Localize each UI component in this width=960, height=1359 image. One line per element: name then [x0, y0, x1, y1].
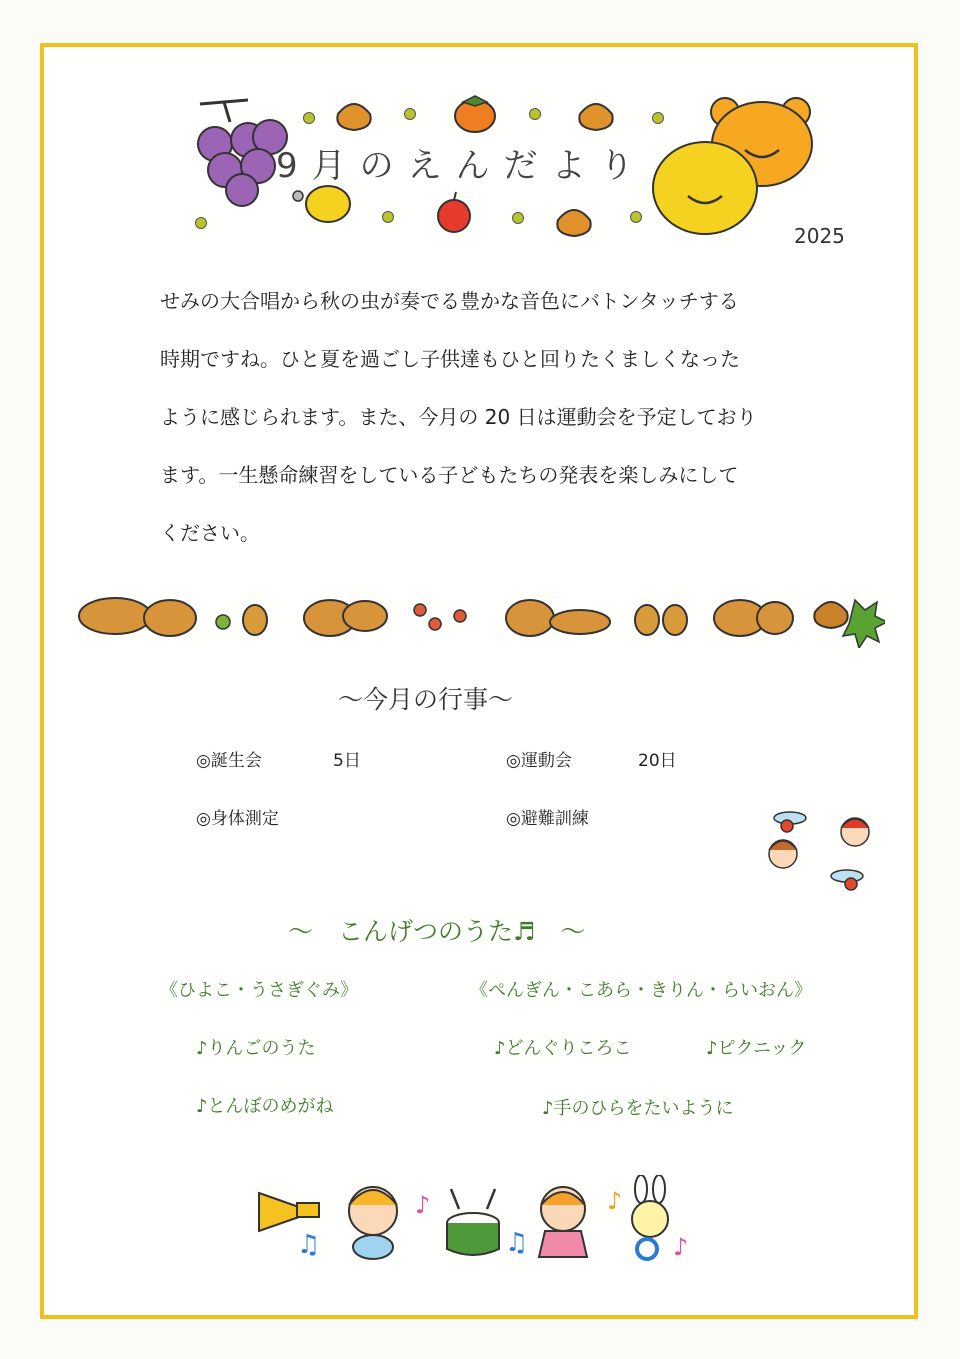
chestnut-icon	[814, 600, 885, 648]
acorn-icon	[216, 605, 267, 635]
event-date: 20日	[638, 751, 677, 771]
berries-icon	[414, 604, 466, 630]
event-label: ◎身体測定	[196, 809, 279, 829]
acorn-icon	[635, 605, 687, 635]
svg-text:♪: ♪	[415, 1191, 431, 1219]
squirrel-icon	[714, 600, 793, 636]
squirrel-icon	[506, 600, 610, 636]
dot-icon	[512, 212, 524, 224]
grapes-icon	[198, 100, 287, 206]
song-group-left: 《ひよこ・うさぎぐみ》	[160, 980, 358, 1001]
children-dragonfly-illustration	[755, 798, 895, 898]
svg-text:♫: ♫	[297, 1230, 321, 1260]
songs-title: ～ こんげつのうた♬ ～	[288, 917, 586, 946]
event-label: ◎誕生会	[196, 751, 262, 771]
song-item: ♪ピクニック	[706, 1038, 807, 1059]
intro-line: 時期ですね。ひと夏を過ごし子供達もひと回りたくましくなった	[160, 347, 740, 371]
dot-icon	[630, 211, 642, 223]
song-item: ♪どんぐりころこ	[494, 1038, 632, 1059]
persimmon-icon	[455, 96, 495, 132]
chick-icon	[293, 186, 350, 222]
apple-icon	[438, 192, 470, 232]
squirrel-divider	[75, 588, 885, 648]
intro-line: ください。	[160, 521, 260, 545]
dot-icon	[652, 112, 664, 124]
trumpet-icon	[259, 1193, 319, 1231]
baby-icon	[349, 1187, 397, 1259]
event-label: ◎避難訓練	[506, 809, 589, 829]
dot-icon	[529, 108, 541, 120]
song-item: ♪手のひらをたいように	[542, 1098, 734, 1119]
page-title: 9月のえんだより	[276, 146, 648, 186]
year-label: 2025	[794, 224, 845, 248]
event-date: 5日	[333, 751, 361, 771]
dot-icon	[382, 211, 394, 223]
svg-text:♪: ♪	[607, 1187, 623, 1215]
dot-icon	[195, 217, 207, 229]
intro-text	[160, 272, 850, 562]
intro-line: ように感じられます。また、今月の 20 日は運動会を予定しており	[160, 405, 757, 429]
squirrel-icon	[79, 598, 196, 636]
rabbit-icon	[632, 1175, 668, 1259]
music-band-illustration	[255, 1175, 705, 1265]
svg-text:♪: ♪	[673, 1233, 689, 1261]
event-label: ◎運動会	[506, 751, 572, 771]
intro-line: せみの大合唱から秋の虫が奏でる豊かな音色にバトンタッチする	[160, 289, 739, 313]
drum-icon	[447, 1189, 499, 1255]
svg-text:♫: ♫	[505, 1228, 529, 1258]
song-item: ♪りんごのうた	[196, 1038, 316, 1059]
song-item: ♪とんぼのめがね	[196, 1096, 334, 1117]
dot-icon	[303, 112, 315, 124]
bear-icon	[653, 98, 812, 234]
intro-line: ます。一生懸命練習をしている子どもたちの発表を楽しみにして	[160, 463, 739, 487]
events-title: ～今月の行事～	[338, 685, 514, 714]
song-group-right: 《ぺんぎん・こあら・きりん・らいおん》	[470, 980, 812, 1001]
dot-icon	[404, 108, 416, 120]
girl-icon	[539, 1187, 587, 1257]
squirrel-icon	[304, 600, 387, 636]
